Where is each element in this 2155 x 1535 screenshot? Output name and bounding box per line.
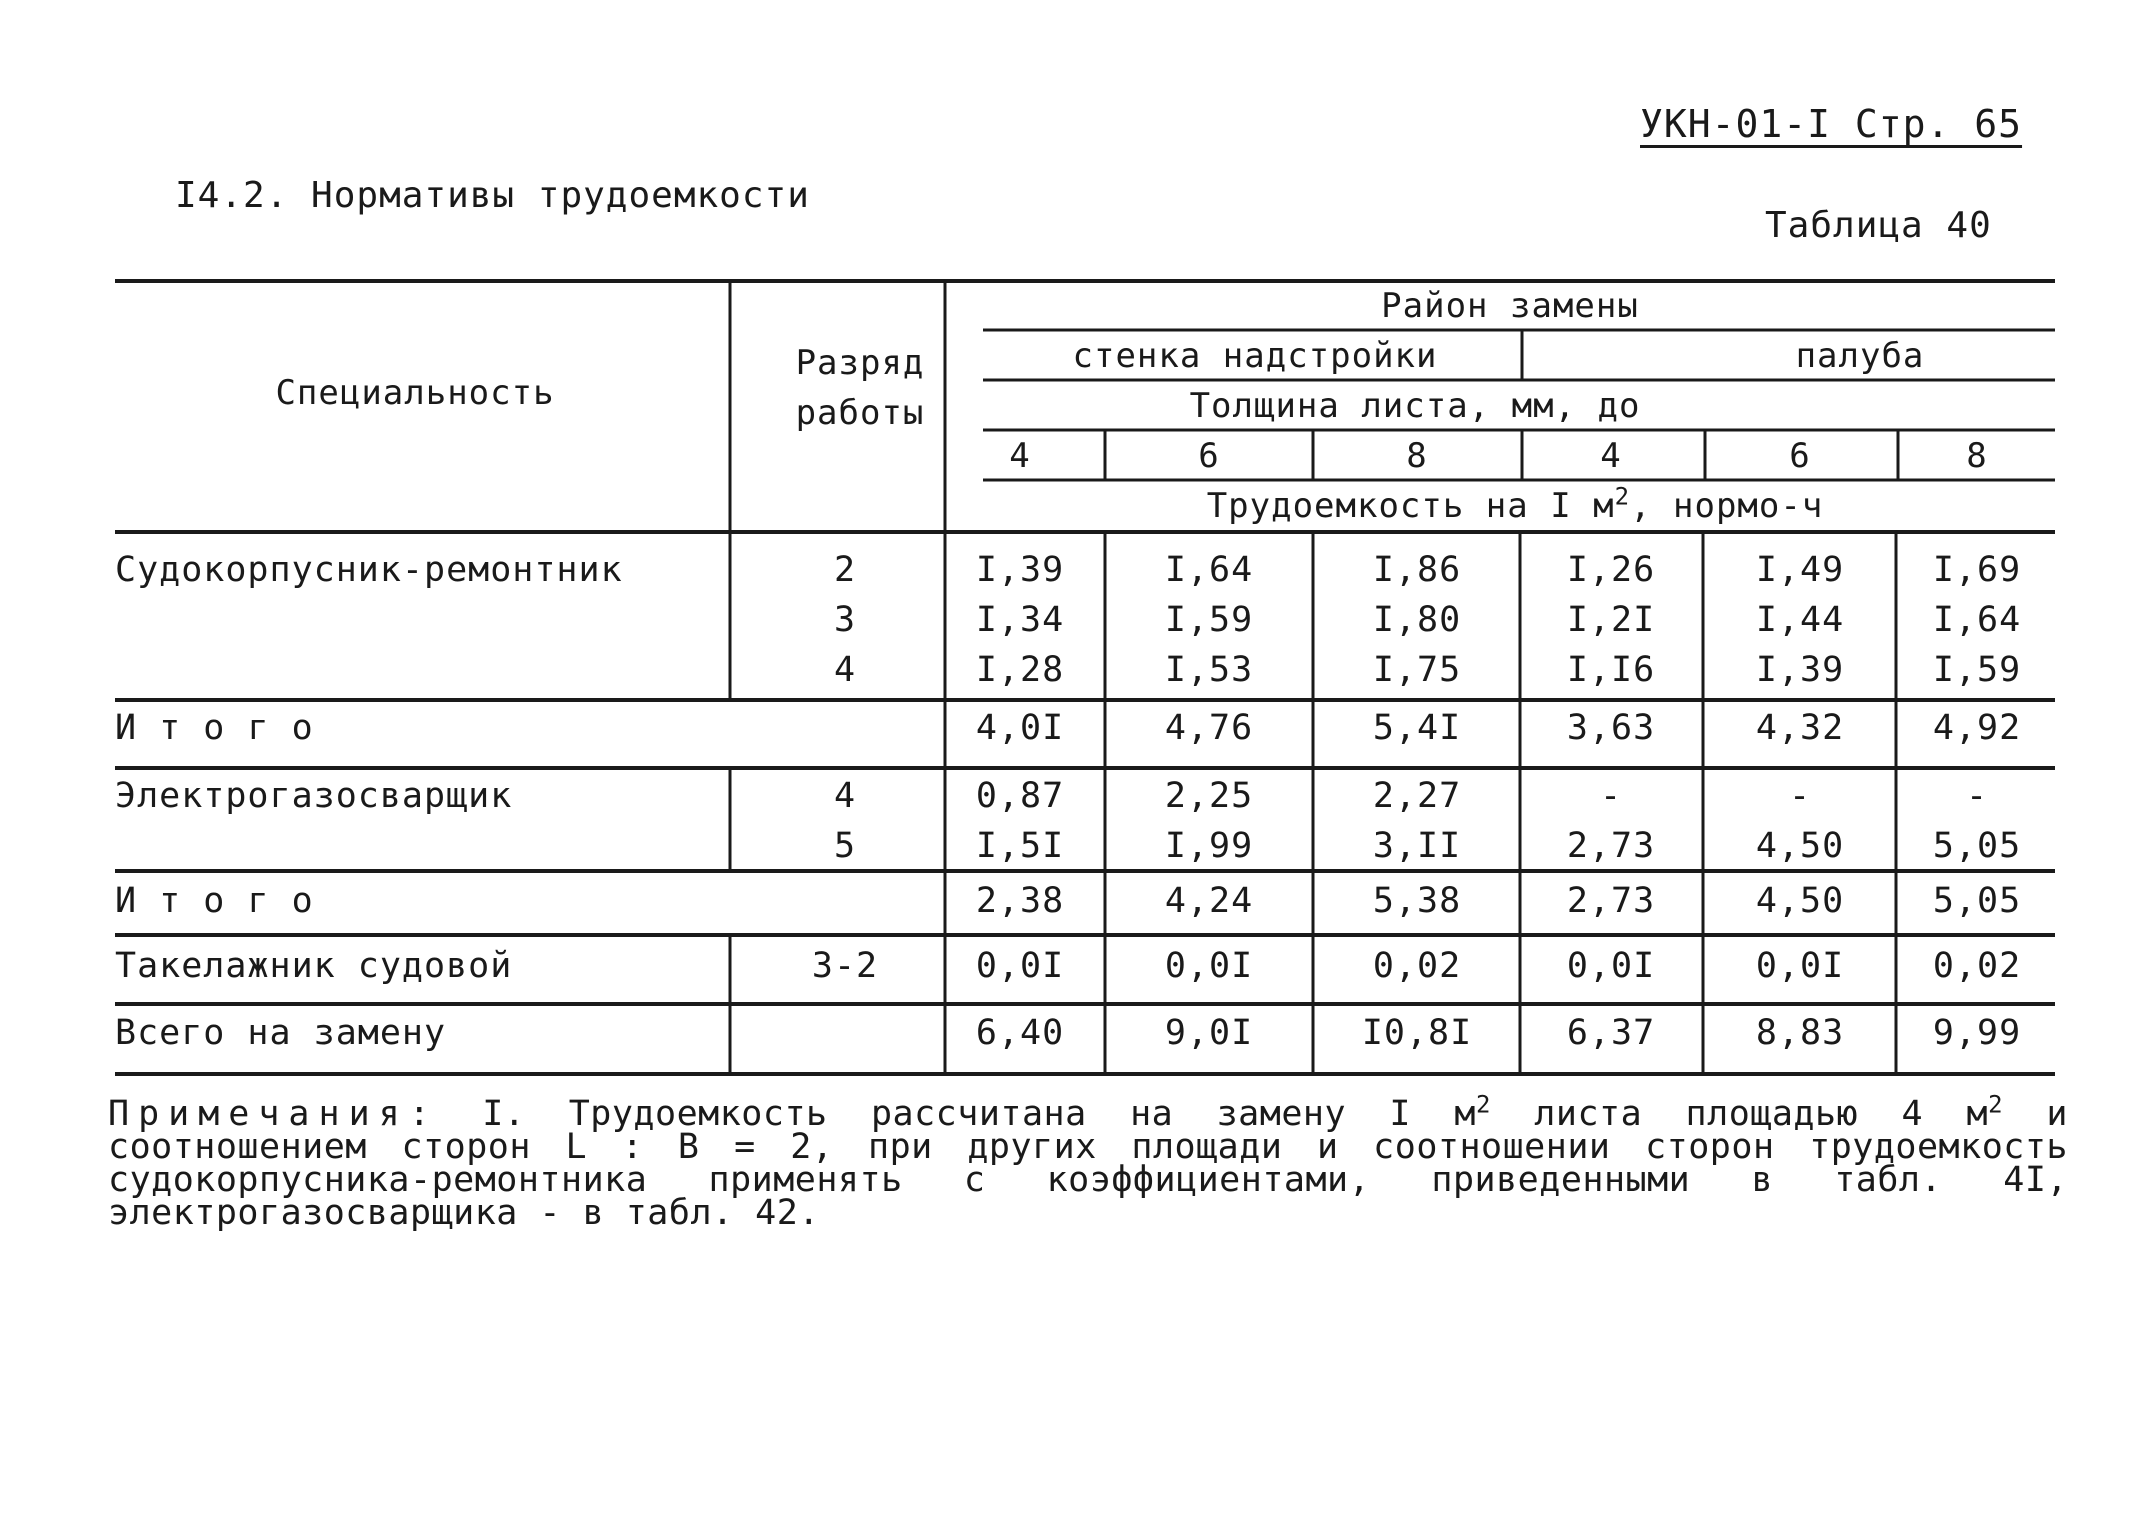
row-value: 9,99 [1932,1013,2022,1053]
row-grade: 5 [833,826,857,866]
unit-header-prefix: Трудоемкость на I м [1206,486,1615,526]
row-grade: 3 [833,600,857,640]
page-reference: УКН-01-I Стр. 65 [1640,102,2023,146]
row-grade: 3-2 [811,946,879,986]
row-value: 4,0I [975,708,1065,748]
row-value: 2,25 [1164,776,1254,816]
row-value: 2,27 [1372,776,1462,816]
row-value: 2,73 [1566,881,1656,921]
row-specialty: Всего на замену [115,1013,447,1053]
row-value: I,75 [1372,650,1462,690]
row-value: I,34 [975,600,1065,640]
row-value: 3,II [1372,826,1462,866]
notes-sup-2: 2 [1988,1090,2004,1119]
row-value: I,26 [1566,550,1656,590]
row-value: I,39 [1755,650,1845,690]
row-value: 0,0I [1164,946,1254,986]
row-value: I,5I [975,826,1065,866]
row-value: 0,0I [1755,946,1845,986]
thickness-header: Толщина листа, мм, до [1189,386,1641,426]
unit-header-suffix: , нормо-ч [1630,486,1824,526]
row-value: 4,32 [1755,708,1845,748]
notes-label: Примечания: [108,1094,439,1134]
row-value: I,80 [1372,600,1462,640]
row-value: 8,83 [1755,1013,1845,1053]
row-value: - [1788,776,1812,816]
area-header: Район замены [1381,286,1639,326]
row-grade: 2 [833,550,857,590]
thickness-value: 6 [1198,436,1220,476]
row-specialty: Электрогазосварщик [115,776,513,816]
row-value: 0,87 [975,776,1065,816]
row-value: 0,02 [1932,946,2022,986]
unit-header-sup: 2 [1614,482,1631,511]
row-value: 5,4I [1372,708,1462,748]
row-value: I,28 [975,650,1065,690]
thickness-value: 8 [1406,436,1428,476]
row-value: I,99 [1164,826,1254,866]
row-value: 0,0I [975,946,1065,986]
row-value: - [1965,776,1989,816]
notes-text-2: листа площадью 4 м [1490,1094,1989,1134]
row-specialty: И т о г о [115,881,314,921]
row-value: 4,76 [1164,708,1254,748]
row-value: I,49 [1755,550,1845,590]
thickness-value: 4 [1009,436,1031,476]
row-value: I,86 [1372,550,1462,590]
thickness-value: 4 [1600,436,1622,476]
row-value: 4,24 [1164,881,1254,921]
row-value: 5,05 [1932,881,2022,921]
row-value: I,59 [1932,650,2022,690]
row-value: I,59 [1164,600,1254,640]
row-specialty: Такелажник судовой [115,946,513,986]
row-value: 0,02 [1372,946,1462,986]
row-value: I,I6 [1566,650,1656,690]
row-value: I,39 [975,550,1065,590]
labor-norms-table [115,278,2055,1078]
row-value: 6,37 [1566,1013,1656,1053]
row-value: 4,92 [1932,708,2022,748]
thickness-value: 8 [1966,436,1988,476]
group-wall-header: стенка надстройки [1072,336,1438,376]
unit-header [1206,482,1824,526]
row-value: 5,05 [1932,826,2022,866]
table-label: Таблица 40 [1765,205,1992,246]
col-specialty-header: Специальность [275,373,555,413]
thickness-value: 6 [1789,436,1811,476]
group-deck-header: палуба [1795,336,1925,376]
row-specialty: Судокорпусник-ремонтник [115,550,623,590]
row-value: - [1599,776,1623,816]
section-title: I4.2. Нормативы трудоемкости [175,175,810,216]
row-value: 3,63 [1566,708,1656,748]
row-value: 4,50 [1755,826,1845,866]
row-value: I,64 [1932,600,2022,640]
row-grade: 4 [833,776,857,816]
notes-sup-1: 2 [1475,1090,1491,1119]
row-value: 6,40 [975,1013,1065,1053]
row-grade: 4 [833,650,857,690]
notes-paragraph [108,1090,2068,1233]
row-value: 0,0I [1566,946,1656,986]
row-value: 5,38 [1372,881,1462,921]
notes-text-3: и соотношением сторон L : B = 2, при других площади и соотношении сторон трудоемкость судокорпусника-ремонтника применять с коэффициентами, приведенными в табл. 4I, электрогазосварщика - в табл. 42. [108,1094,2068,1233]
row-value: 4,50 [1755,881,1845,921]
row-value: I,44 [1755,600,1845,640]
row-value: I,53 [1164,650,1254,690]
notes-text-1: I. Трудоемкость рассчитана на замену I м [482,1094,1476,1134]
row-value: I,2I [1566,600,1656,640]
row-value: 2,73 [1566,826,1656,866]
row-value: 2,38 [975,881,1065,921]
row-value: I,69 [1932,550,2022,590]
row-specialty: И т о г о [115,708,314,748]
col-grade-header: Разряд работы [795,343,925,433]
row-value: I,64 [1164,550,1254,590]
row-value: 9,0I [1164,1013,1254,1053]
row-value: I0,8I [1361,1013,1473,1053]
